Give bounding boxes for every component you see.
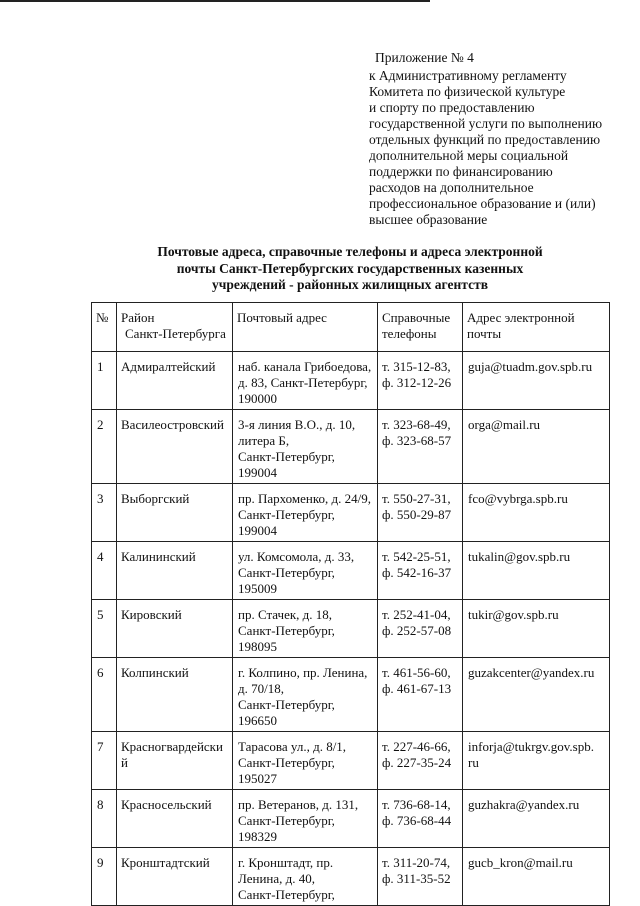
cell-district — [117, 410, 233, 484]
cell-phones-line: т. 311-20-74, — [382, 855, 451, 870]
cell-address-line: литера Б, — [238, 433, 290, 448]
cell-phones-line: т. 736-68-14, — [382, 797, 451, 812]
cell-address-line: Санкт-Петербург, — [238, 507, 335, 522]
cell-email-line: gucb_kron@mail.ru — [468, 855, 573, 870]
annex-line: и спорту по предоставлению — [369, 100, 535, 115]
header-phones-line: телефоны — [382, 326, 437, 341]
header-phones — [378, 303, 463, 352]
cell-num: 2 — [92, 410, 117, 484]
cell-phones-line: ф. 542-16-37 — [382, 565, 452, 580]
cell-num: 6 — [92, 658, 117, 732]
cell-email — [463, 732, 610, 790]
header-email — [463, 303, 610, 352]
annex-line: дополнительной меры социальной — [369, 148, 569, 163]
cell-email-line: inforja@tukrgv.gov.spb. — [468, 739, 594, 754]
header-email-line: почты — [467, 326, 502, 341]
header-phones-line: Справочные — [382, 310, 451, 325]
cell-num: 4 — [92, 542, 117, 600]
cell-email-line: orga@mail.ru — [468, 417, 541, 432]
cell-phones — [378, 790, 463, 848]
cell-phones-line: т. 315-12-83, — [382, 359, 451, 374]
cell-email-line: fco@vybrga.spb.ru — [468, 491, 568, 506]
table-row — [92, 410, 610, 484]
cell-email — [463, 600, 610, 658]
cell-phones-line: ф. 227-35-24 — [382, 755, 452, 770]
cell-email-line: guzakcenter@yandex.ru — [468, 665, 595, 680]
cell-phones-line: т. 542-25-51, — [382, 549, 451, 564]
table-row — [92, 658, 610, 732]
cell-phones-line: ф. 323-68-57 — [382, 433, 452, 448]
cell-address-line: 195027 — [238, 771, 277, 786]
cell-phones-line: ф. 312-12-26 — [382, 375, 452, 390]
cell-address-line: д. 70/18, — [238, 681, 284, 696]
cell-district-line: Красногвардейски — [121, 739, 223, 754]
header-num: № — [92, 303, 117, 352]
cell-phones-line: ф. 311-35-52 — [382, 871, 451, 886]
cell-address-line: 196650 — [238, 713, 277, 728]
cell-email-line: tukalin@gov.spb.ru — [468, 549, 571, 564]
cell-address-line: 198095 — [238, 639, 277, 654]
cell-address-line: Тарасова ул., д. 8/1, — [238, 739, 347, 754]
top-rule — [0, 0, 430, 2]
cell-district — [117, 484, 233, 542]
cell-email-line: ru — [468, 755, 479, 770]
cell-address — [233, 542, 378, 600]
cell-district — [117, 658, 233, 732]
cell-phones — [378, 352, 463, 410]
table-row — [92, 542, 610, 600]
cell-district-line: Выборгский — [121, 491, 190, 506]
cell-address-line: д. 83, Санкт-Петербург, — [238, 375, 368, 390]
cell-address-line: Санкт-Петербург, — [238, 565, 335, 580]
cell-address — [233, 732, 378, 790]
cell-address-line: пр. Стачек, д. 18, — [238, 607, 333, 622]
cell-num: 1 — [92, 352, 117, 410]
cell-phones-line: ф. 252-57-08 — [382, 623, 452, 638]
header-address-line: Почтовый адрес — [237, 310, 327, 325]
cell-phones — [378, 732, 463, 790]
cell-phones-line: т. 252-41-04, — [382, 607, 451, 622]
cell-address-line: 198329 — [238, 829, 277, 844]
annex-header — [369, 50, 631, 228]
cell-address — [233, 848, 378, 906]
cell-num: 5 — [92, 600, 117, 658]
table-header-row — [92, 303, 610, 352]
annex-line: высшее образование — [369, 212, 488, 227]
header-district-line: Район — [121, 310, 155, 325]
annex-line: государственной услуги по выполнению — [369, 116, 603, 131]
cell-address-line: 195009 — [238, 581, 277, 596]
cell-district — [117, 848, 233, 906]
table-row — [92, 732, 610, 790]
cell-address-line: Санкт-Петербург, — [238, 755, 335, 770]
cell-address-line: Санкт-Петербург, — [238, 623, 335, 638]
cell-phones-line: т. 227-46-66, — [382, 739, 451, 754]
cell-address-line: Санкт-Петербург, — [238, 449, 335, 464]
cell-address-line: Санкт-Петербург, — [238, 887, 335, 902]
table-row — [92, 848, 610, 906]
cell-district-line: Адмиралтейский — [121, 359, 216, 374]
cell-address-line: 190000 — [238, 391, 277, 406]
cell-address — [233, 658, 378, 732]
cell-phones-line: т. 323-68-49, — [382, 417, 451, 432]
annex-line: отдельных функций по предоставлению — [369, 132, 601, 147]
cell-address-line: пр. Пархоменко, д. 24/9, — [238, 491, 371, 506]
annex-line: поддержки по финансированию — [369, 164, 553, 179]
cell-num: 7 — [92, 732, 117, 790]
cell-email — [463, 352, 610, 410]
cell-address-line: Санкт-Петербург, — [238, 813, 335, 828]
cell-email — [463, 410, 610, 484]
cell-num: 8 — [92, 790, 117, 848]
cell-email-line: guzhakra@yandex.ru — [468, 797, 580, 812]
cell-address — [233, 790, 378, 848]
cell-district-line: Колпинский — [121, 665, 189, 680]
cell-address-line: 199004 — [238, 465, 277, 480]
annex-line: Приложение № 4 — [375, 50, 474, 65]
header-address — [233, 303, 378, 352]
title-line: Почтовые адреса, справочные телефоны и адреса электронной — [157, 244, 543, 259]
cell-address-line: 199004 — [238, 523, 277, 538]
cell-phones — [378, 658, 463, 732]
cell-district — [117, 600, 233, 658]
cell-district — [117, 790, 233, 848]
header-district-line: Санкт-Петербурга — [125, 326, 226, 341]
table-row — [92, 790, 610, 848]
cell-address-line: г. Кронштадт, пр. — [238, 855, 334, 870]
cell-phones — [378, 600, 463, 658]
cell-email — [463, 658, 610, 732]
cell-district — [117, 542, 233, 600]
cell-address — [233, 352, 378, 410]
cell-district — [117, 732, 233, 790]
cell-phones-line: ф. 461-67-13 — [382, 681, 452, 696]
cell-address — [233, 600, 378, 658]
table-row — [92, 600, 610, 658]
cell-district-line: Кировский — [121, 607, 182, 622]
cell-address-line: 3-я линия В.О., д. 10, — [238, 417, 356, 432]
cell-address-line: наб. канала Грибоедова, — [238, 359, 372, 374]
header-district — [117, 303, 233, 352]
cell-phones-line: ф. 550-29-87 — [382, 507, 452, 522]
annex-line: профессиональное образование и (или) — [369, 196, 596, 211]
cell-num: 3 — [92, 484, 117, 542]
cell-address — [233, 484, 378, 542]
cell-district-line: Василеостровский — [121, 417, 224, 432]
cell-phones-line: т. 550-27-31, — [382, 491, 451, 506]
cell-email — [463, 790, 610, 848]
table-body — [92, 352, 610, 906]
cell-district-line: Красносельский — [121, 797, 212, 812]
header-email-line: Адрес электронной — [467, 310, 575, 325]
cell-phones-line: т. 461-56-60, — [382, 665, 451, 680]
cell-district-line: й — [121, 755, 128, 770]
cell-district-line: Кронштадтский — [121, 855, 210, 870]
agencies-table — [91, 302, 610, 906]
cell-email — [463, 542, 610, 600]
cell-phones — [378, 848, 463, 906]
annex-line: к Административному регламенту — [369, 68, 567, 83]
table-row — [92, 352, 610, 410]
cell-address-line: Ленина, д. 40, — [238, 871, 316, 886]
cell-address-line: ул. Комсомола, д. 33, — [238, 549, 355, 564]
cell-phones — [378, 410, 463, 484]
cell-email-line: tukir@gov.spb.ru — [468, 607, 559, 622]
table-row — [92, 484, 610, 542]
cell-address-line: г. Колпино, пр. Ленина, — [238, 665, 368, 680]
cell-email — [463, 484, 610, 542]
cell-num: 9 — [92, 848, 117, 906]
document-title — [150, 244, 550, 294]
cell-address-line: Санкт-Петербург, — [238, 697, 335, 712]
annex-line: расходов на дополнительное — [369, 180, 534, 195]
title-line: почты Санкт-Петербургских государственных казенных — [176, 260, 524, 276]
cell-email — [463, 848, 610, 906]
cell-address-line: пр. Ветеранов, д. 131, — [238, 797, 359, 812]
cell-email-line: guja@tuadm.gov.spb.ru — [468, 359, 593, 374]
annex-line: Комитета по физической культуре — [369, 84, 566, 99]
cell-phones — [378, 542, 463, 600]
title-line: учреждений - районных жилищных агентств — [211, 277, 488, 292]
cell-district — [117, 352, 233, 410]
cell-address — [233, 410, 378, 484]
cell-phones-line: ф. 736-68-44 — [382, 813, 452, 828]
cell-district-line: Калининский — [121, 549, 196, 564]
cell-phones — [378, 484, 463, 542]
